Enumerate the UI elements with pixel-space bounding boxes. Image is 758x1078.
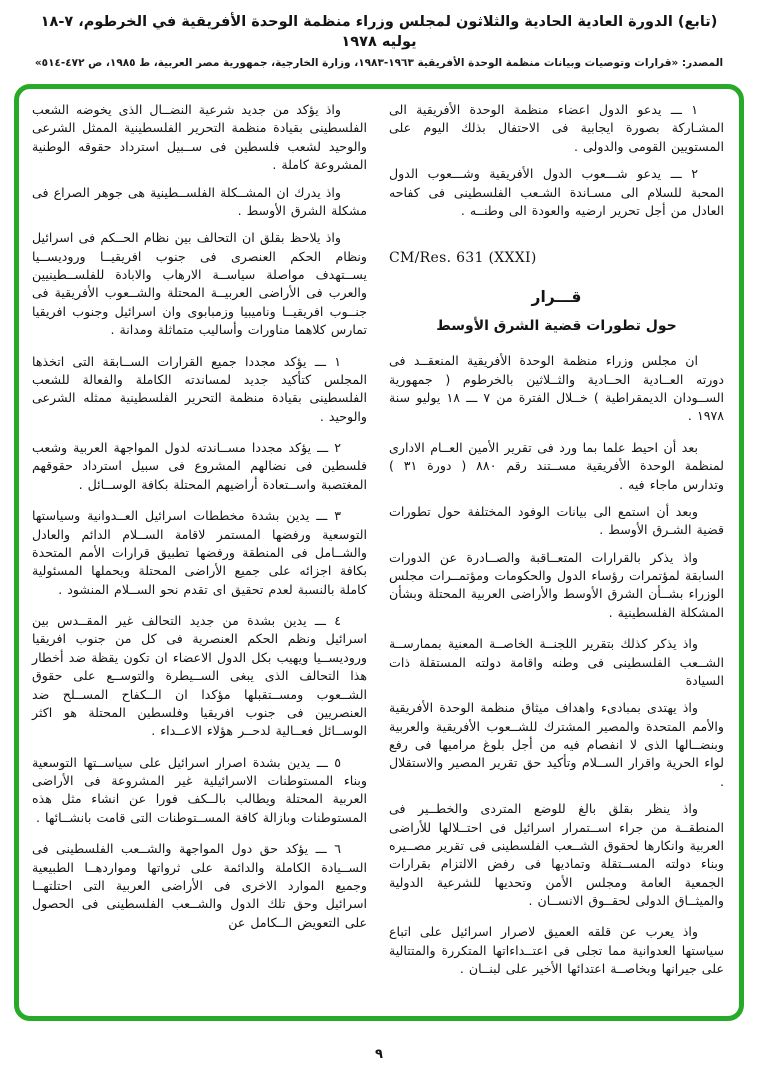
paragraph-preamble-8: واذ يعرب عن قلقه العميق لاصرار اسرائيل على اتباع سياستها العدوانية مما تجلى فى اعتــداءاتها المتكررة والمتتالية على جيرانها وبخاصــة اعتدائها الأخير على لبنــان . [389,924,724,977]
paragraph-item-2: ٢ ـــ يدعو شـــعوب الدول الأفريقية وشـــعوب الدول المحبة للسلام الى مسـاندة الشـعب الفلسطينى فى كفاحه العادل من أجل تحرير ارضيه والعودة الى وطنــه . [389,166,724,218]
paragraph-operative-3: ٣ ـــ يدين بشدة مخططات اسرائيل العــدوانية وسياستها التوسعية ورفضها المستمر لاقامة الســلام الدائم والعادل والشــامل فى المنطقة ورفضها تطبيق قرارات الأمم المتحدة بكافة اجزائه على جميع الأراضى المحتلة ويحملها المسئولية كاملة بالنسبة لعدم تحقيق اى تقدم نحو الســلام المنشود . [32,508,367,597]
resolution-title: قـــرار [531,288,582,307]
resolution-ref: CM/Res. 631 (XXXI) [389,250,537,267]
paragraph-operative-5: ٥ ـــ يدين بشدة اصرار اسرائيل على سياســتها التوسعية وبناء المستوطنات الاسرائيلية غير المشروعة فى الأراضى العربية المحتلة ويطالب بالــكف فورا عن انشاء مثل هذه المستوطنات وبازالة كافة المســتوطنات التى قامت بانشــائها . [32,754,367,825]
paragraph-preamble-4: واذ يذكر بالقرارات المتعــاقبة والصــادرة عن الدورات السابقة لمؤتمرات رؤساء الدول والحكومات ومؤتمــرات مجلس الوزراء بشــأن الشرق الأوسط والأراضى العربية المحتلة وبشأن المشكلة الفلسطينية . [389,549,724,620]
resolution-subtitle: حول تطورات قضية الشرق الأوسط [436,318,677,335]
paragraph-preamble-2: بعد أن احيط علما بما ورد فى تقرير الأمين العــام الادارى لمنظمة الوحدة الأفريقية مســتند رقم ٨٨٠ ( دورة ٣١ ) وتدارس ماجاء فيه . [389,439,725,492]
paragraph-operative-1: ١ ـــ يؤكد مجددا جميع القرارات الســابقة التى اتخذها المجلس كتأكيد جديد لمساندته الكاملة والفعالة للشعب الفلسطينى بقيادة منظمة التحرير الفلسطينية ممثله الشرعى والوحيد . [32,353,367,424]
paragraph-preamble-10: واذ يدرك ان المشــكلة الفلســطينية هى جوهر الصراع فى مشكلة الشرق الأوسط . [32,184,367,218]
column-left [32,101,367,1006]
paragraph-preamble-6: واذ يهتدى بمبادىء واهداف ميثاق منظمة الوحدة الأفريقية والأمم المتحدة والمصير المشترك للشــعوب الأفريقية والعربية وبنضــالها الذى لا انفصام فيه من أجل بلوغ مراميها فى رفع لواء الحرية واقرار الســلام وتأكيد حق تقرير المصير والاستقلال . [389,700,724,789]
paragraph-operative-4: ٤ ـــ يدين بشدة من جديد التحالف غير المقــدس بين اسرائيل ونظم الحكم العنصرية فى كل من جنوب افريقيا وروديســيا ويهيب بكل الدول الاعضاء ان تكون يقظة ضد أخطار هذا التحالف الذى يبغى الســيطرة والتوســع على حقوق الشــعوب ومســتقبلها مؤكدا ان الــكفاح المســلح ضد العنصريين فى جنوب افريقيا وفلسطين المحتلة هو اكثر الوســائل فعــالية لدحــر هؤلاء الاعــداء . [32,613,367,739]
paragraph-preamble-9: واذ يؤكد من جديد شرعية النضــال الذى يخوضه الشعب الفلسطينى بقيادة منظمة التحرير الفلسطينية الممثل الشرعى والوحيد لشعب فلسطين فى ســبيل استرداد حقوقه الوطنية المشروعة كاملة . [32,102,367,173]
paragraph-operative-2: ٢ ـــ يؤكد مجددا مســاندته لدول المواجهة العربية وشعب فلسطين فى نضالهم المشروع فى سبيل استرداد حقوقهم المغتصبة واســتعادة أراضيهم المحتلة بكافة الوســائل . [32,440,367,492]
session-title: (تابع) الدورة العادية الحادية والثلاثون لمجلس وزراء منظمة الوحدة الأفريقية في الخرطوم، ٧-١٨ يوليه ١٩٧٨ [40,14,718,50]
paragraph-preamble-1: ان مجلس وزراء منظمة الوحدة الأفريقية المنعقــد فى دورته العــادية الحــادية والثــلاثين بالخرطوم ( جمهورية الســودان الديمقراطية ) خــلال الفترة من ٧ ـــ ١٨ يوليو سنة ١٩٧٨ . [389,353,725,424]
document-header [0,0,758,69]
page-number: ٩ [375,1047,383,1062]
paragraph-item-1: ١ ـــ يدعو الدول اعضاء منظمة الوحدة الأفريقية الى المشـاركة بصورة ايجابية فى الاحتفال بذلك اليوم على المستويين القومى والدولى . [389,102,724,154]
column-right [389,101,724,1006]
paragraph-preamble-5: واذ يذكر كذلك بتقرير اللجنــة الخاصــة المعنية بممارســة الشــعب الفلسطينى فى وطنه واقامة دولته المستقلة ذات السيادة [389,636,724,688]
paragraph-preamble-11: واذ يلاحظ بقلق ان التحالف بين نظام الحــكم فى اسرائيل ونظام الحكم العنصرى فى جنوب افريقيــا وروديســيا يســتهدف مواصلة سياســة الارهاب والابادة للفلســطينيين والعرب فى الأراضى العربيــة المحتلة والشــعوب الأفريقية فى جنــوب افريقيــا وناميبيا وزمبابوى وان اسرائيل وجنوب افريقيا تمارس كلاهما مناورات وأساليب متماثلة ومدانة . [32,230,367,338]
paragraph-operative-6: ٦ ـــ يؤكد حق دول المواجهة والشــعب الفلسطينى فى الســيادة الكاملة والدائمة على ثرواتها ومواردهــا الطبيعية وجميع الموارد الاخرى فى الأراضى العربية التى احتلتهــا اسرائيل وحق تلك الدول والشــعب الفلسطينى فى الحصول على التعويض الــكامل عن [32,841,367,930]
content-frame [14,84,744,1021]
source-citation: المصدر: «قرارات وتوصيات وبيانات منظمة الوحدة الأفريقية ١٩٦٣-١٩٨٣، وزارة الخارجية، جمهورية مصر العربية، ط ١٩٨٥، ص ٤٧٢-٥١٤» [34,57,724,70]
paragraph-preamble-3: وبعد أن استمع الى بيانات الوفود المختلفة حول تطورات قضية الشـرق الأوسط . [389,503,724,538]
paragraph-preamble-7: واذ ينظر بقلق بالغ للوضع المتردى والخطــير فى المنطقــة من جراء اســتمرار اسرائيل فى احتــلالها للأراضى العربية وانكارها لحقوق الشــعب الفلسطينى فى تقرير مصــيره وبناء دولته المســتقلة وتماديها فى رفض الالتزام بقرارات الجمعية العامة ومجلس الأمن وتحديها للشرعية الدولية والميثــاق الدولى لحقــوق الانســان . [389,801,724,908]
